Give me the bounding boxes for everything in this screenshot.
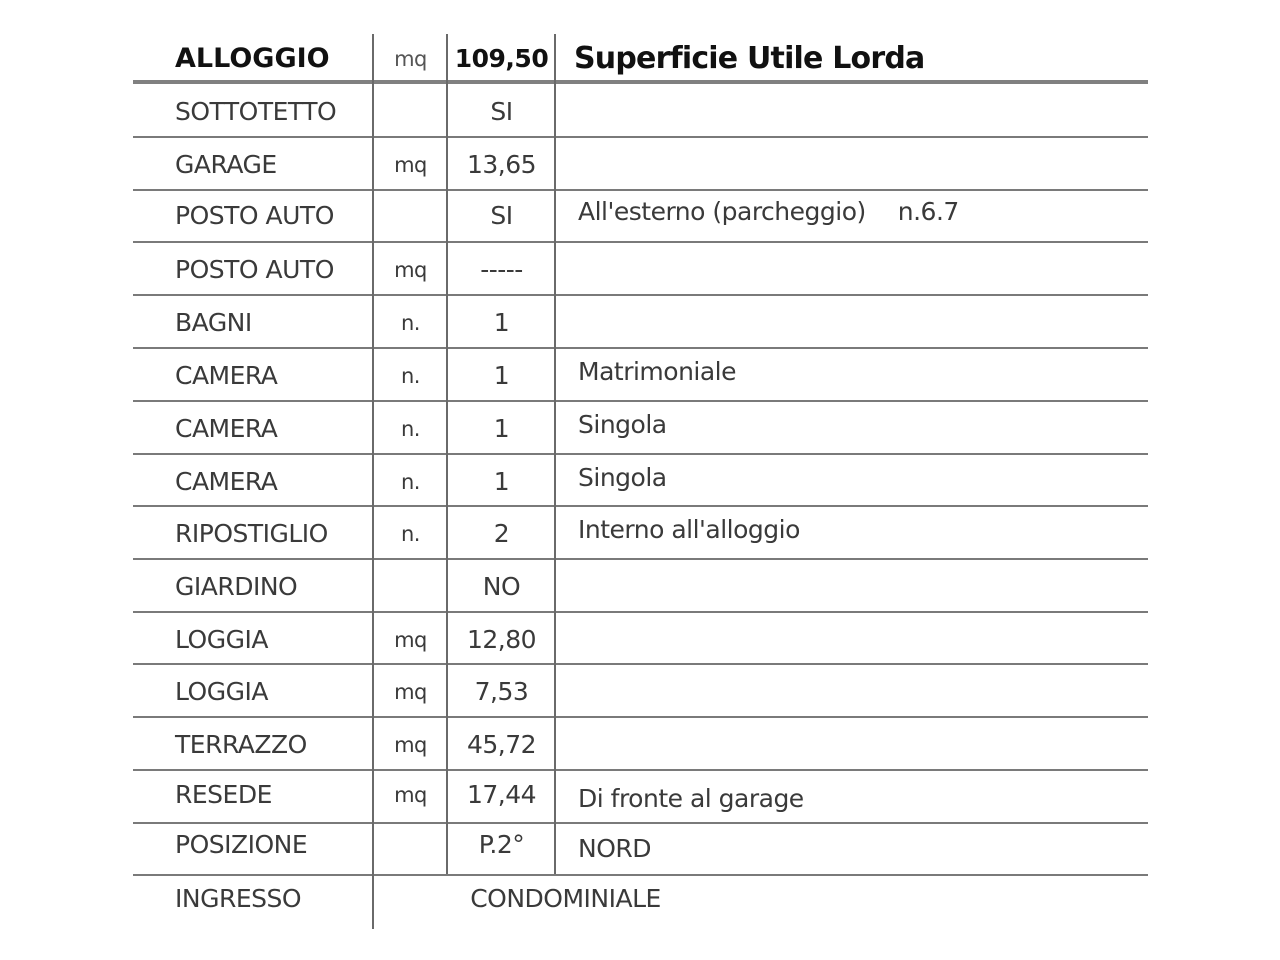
row-unit [373, 560, 448, 613]
row-note: NORD [578, 834, 651, 863]
row-value: P.2° [478, 830, 525, 859]
row-label: SOTTOTETTO [175, 97, 337, 126]
column-divider-label [372, 34, 374, 929]
row-unit: n. [401, 469, 420, 494]
row-note: All'esterno (parcheggio) n.6.7 [578, 197, 959, 226]
row-value: 1 [493, 361, 510, 390]
row-unit: mq [394, 152, 427, 177]
footer-value: CONDOMINIALE [470, 884, 661, 913]
row-unit [373, 85, 448, 138]
table-row [133, 189, 1148, 242]
header-value: 109,50 [454, 44, 549, 73]
header-note: Superficie Utile Lorda [574, 41, 925, 76]
header-divider [133, 80, 1148, 84]
row-note: Singola [578, 463, 667, 492]
row-label: TERRAZZO [175, 730, 307, 759]
footer-label: INGRESSO [175, 884, 302, 913]
table-row [133, 560, 1148, 613]
table-row [133, 455, 1148, 508]
table-row [133, 349, 1148, 402]
table-row [133, 718, 1148, 771]
row-unit: mq [394, 782, 427, 807]
table-row [133, 613, 1148, 666]
row-note: Interno all'alloggio [578, 515, 800, 544]
row-value: 17,44 [466, 780, 537, 809]
row-label: CAMERA [175, 361, 278, 390]
footer-row [133, 872, 1148, 925]
row-label: POSTO AUTO [175, 255, 334, 284]
table-row [133, 243, 1148, 296]
table-row [133, 768, 1148, 821]
row-note: Matrimoniale [578, 357, 737, 386]
row-note [578, 718, 1138, 771]
row-label: POSIZIONE [175, 830, 308, 859]
row-note [578, 85, 1138, 138]
table-row [133, 818, 1148, 871]
row-label: GARAGE [175, 150, 277, 179]
row-label: POSTO AUTO [175, 201, 334, 230]
row-unit: mq [394, 257, 427, 282]
row-value: 45,72 [466, 730, 537, 759]
row-label: LOGGIA [175, 625, 268, 654]
row-note [578, 138, 1138, 191]
row-label: LOGGIA [175, 677, 268, 706]
row-value: NO [482, 572, 521, 601]
row-value: 13,65 [466, 150, 537, 179]
row-unit [373, 189, 448, 242]
row-value: 1 [493, 414, 510, 443]
header-label: ALLOGGIO [175, 43, 330, 74]
header-unit: mq [394, 46, 427, 71]
row-unit: mq [394, 732, 427, 757]
row-value: 7,53 [474, 677, 529, 706]
row-value: SI [490, 97, 513, 126]
row-unit: n. [401, 416, 420, 441]
row-value: ----- [480, 255, 523, 284]
table-row [133, 665, 1148, 718]
row-note [578, 560, 1138, 613]
row-value: 12,80 [466, 625, 537, 654]
row-label: RESEDE [175, 780, 272, 809]
row-label: RIPOSTIGLIO [175, 519, 328, 548]
column-divider-value [554, 34, 556, 874]
row-unit: n. [401, 310, 420, 335]
row-note: Singola [578, 410, 667, 439]
table-row [133, 296, 1148, 349]
row-value: SI [490, 201, 513, 230]
row-unit: n. [401, 363, 420, 388]
row-value: 1 [493, 308, 510, 337]
row-note [578, 665, 1138, 718]
row-unit: mq [394, 679, 427, 704]
table-row [133, 402, 1148, 455]
table-row [133, 85, 1148, 138]
row-label: CAMERA [175, 414, 278, 443]
table-row [133, 138, 1148, 191]
row-value: 1 [493, 467, 510, 496]
table-row [133, 507, 1148, 560]
row-unit: n. [401, 521, 420, 546]
row-note: Di fronte al garage [578, 784, 804, 813]
row-label: CAMERA [175, 467, 278, 496]
row-unit: mq [394, 627, 427, 652]
row-label: GIARDINO [175, 572, 298, 601]
row-label: BAGNI [175, 308, 252, 337]
row-note [578, 243, 1138, 296]
header-row [133, 32, 1148, 85]
column-divider-unit [446, 34, 448, 874]
row-unit [373, 818, 448, 871]
row-note [578, 296, 1138, 349]
row-note [578, 613, 1138, 666]
row-value: 2 [493, 519, 510, 548]
